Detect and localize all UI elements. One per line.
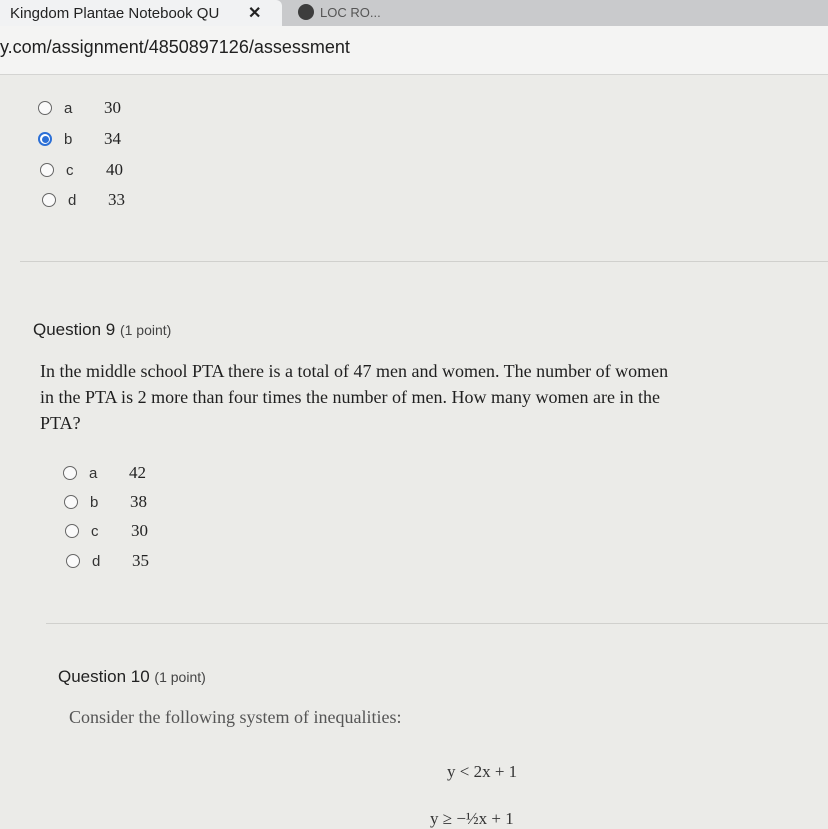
close-icon[interactable]: ✕: [248, 5, 262, 22]
question-number: Question 9: [33, 320, 116, 339]
q9-option-d[interactable]: [66, 551, 149, 571]
q9-option-c[interactable]: [65, 521, 148, 541]
option-letter: a: [89, 464, 98, 482]
question-number: Question 10: [58, 667, 150, 686]
question-divider: [20, 261, 828, 262]
address-bar[interactable]: [0, 26, 828, 75]
q8-option-a[interactable]: [38, 98, 121, 118]
option-letter: c: [66, 161, 74, 179]
q8-option-c[interactable]: [40, 160, 123, 180]
inequality-1: y < 2x + 1: [447, 762, 518, 781]
browser-tab-active[interactable]: [0, 0, 282, 26]
question-points: (1 point): [119, 322, 172, 338]
radio-button[interactable]: [66, 554, 80, 568]
option-letter: c: [91, 522, 99, 540]
question-text-line: PTA?: [40, 413, 81, 433]
option-value: 40: [106, 160, 123, 179]
option-letter: a: [64, 99, 73, 117]
tab-favicon-icon: [298, 4, 314, 20]
question-10-text: Consider the following system of inequalities:: [69, 707, 402, 727]
q8-option-b[interactable]: [38, 129, 121, 149]
radio-button[interactable]: [42, 193, 56, 207]
option-letter: b: [64, 130, 73, 148]
q9-option-b[interactable]: [64, 492, 147, 512]
option-value: 38: [130, 492, 147, 511]
radio-button[interactable]: [65, 524, 79, 538]
option-value: 30: [131, 521, 148, 540]
question-divider: [46, 623, 828, 624]
radio-button[interactable]: [63, 466, 77, 480]
option-value: 42: [129, 463, 146, 482]
q9-option-a[interactable]: [63, 463, 146, 483]
option-value: 33: [108, 190, 125, 209]
radio-button[interactable]: [38, 101, 52, 115]
browser-tab-second[interactable]: LOC RO...: [320, 5, 381, 20]
question-text-line: in the PTA is 2 more than four times the number of men. How many women are in the: [40, 387, 660, 407]
option-letter: d: [68, 191, 77, 209]
radio-button[interactable]: [64, 495, 78, 509]
option-letter: b: [90, 493, 99, 511]
radio-button-selected[interactable]: [38, 132, 52, 146]
browser-tab-bar: [0, 0, 828, 26]
question-9-title: [33, 320, 171, 340]
question-text-line: In the middle school PTA there is a total of 47 men and women. The number of women: [40, 361, 669, 381]
url-text[interactable]: y.com/assignment/4850897126/assessment: [0, 37, 350, 57]
question-9-text: [40, 358, 820, 436]
inequality-2: y ≥ −½x + 1: [430, 809, 514, 828]
radio-button[interactable]: [40, 163, 54, 177]
tab-title: Kingdom Plantae Notebook QU: [10, 4, 220, 22]
assessment-page: [0, 75, 828, 828]
question-points: (1 point): [154, 669, 206, 685]
option-value: 30: [104, 98, 121, 117]
option-value: 34: [104, 129, 121, 148]
question-10-title: [58, 667, 206, 687]
option-letter: d: [92, 552, 101, 570]
q8-option-d[interactable]: [42, 190, 125, 210]
option-value: 35: [132, 551, 149, 570]
